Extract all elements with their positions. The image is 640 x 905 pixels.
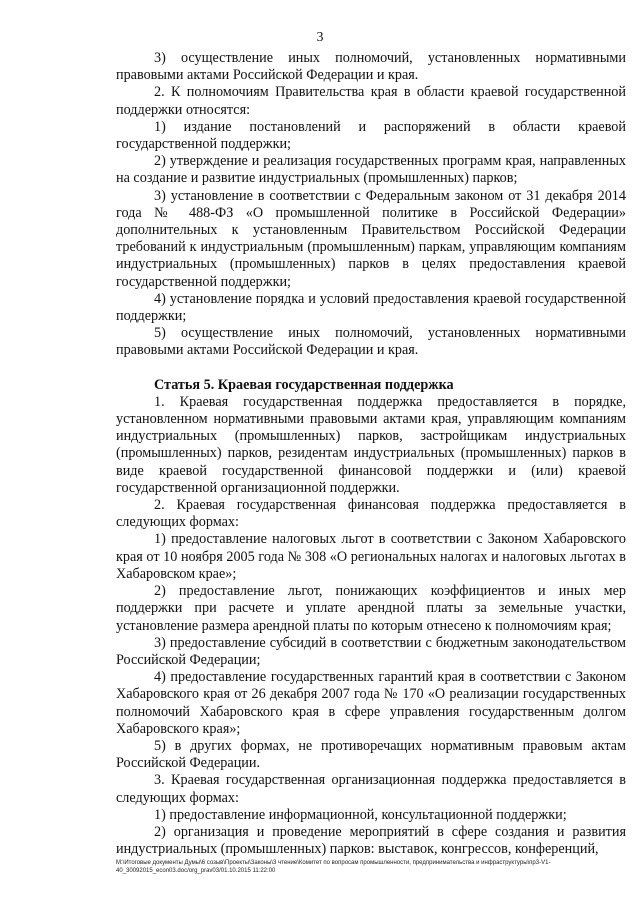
document-body — [116, 50, 626, 858]
paragraph: 1. Краевая государственная поддержка предоставляется в порядке, установленном нормативными правовыми актами края, управляющим компаниям индустриальных (промышленных) парков, застройщикам индустриальных (промышленных) парков, резидентам индустриальных (промышленных) парков в виде краевой государственной финансовой поддержки и (или) краевой государственной организационной поддержки. — [116, 393, 626, 496]
paragraph: 2) утверждение и реализация государственных программ края, направленных на создание и развитие индустриальных (промышленных) парков; — [116, 153, 626, 187]
paragraph: 1) предоставление налоговых льгот в соответствии с Законом Хабаровского края от 10 ноября 2005 года № 308 «О региональных налогах и налоговых льготах в Хабаровском крае»; — [116, 531, 626, 582]
paragraph: 3. Краевая государственная организационная поддержка предоставляется в следующих формах: — [116, 772, 626, 806]
paragraph: 2. Краевая государственная финансовая поддержка предоставляется в следующих формах: — [116, 497, 626, 531]
paragraph: 3) установление в соответствии с Федеральным законом от 31 декабря 2014 года № 488-ФЗ «О промышленной политике в Российской Федерации» дополнительных к установленным Правительством Российской Федерации требований к индустриальным (промышленным) паркам, управляющим компаниям индустриальных (промышленных) парков в целях предоставления краевой государственной поддержки; — [116, 187, 626, 290]
paragraph: 1) предоставление информационной, консультационной поддержки; — [154, 806, 567, 823]
paragraph: 2) предоставление льгот, понижающих коэффициентов и иных мер поддержки при расчете и уплате арендной платы за земельные участки, установление размера арендной платы по которым отнесено к полномочиям края; — [116, 583, 626, 634]
page-number: 3 — [316, 30, 324, 45]
paragraph: 2. К полномочиям Правительства края в области краевой государственной поддержки относятся: — [116, 84, 626, 118]
paragraph: 4) установление порядка и условий предоставления краевой государственной поддержки; — [116, 290, 626, 325]
file-path-footer: M:\Итоговые документы Думы\6 созыв\Проекты\Законы\3 чтение\Комитет по вопросам промышленности, предпринимательства и инфраструктуры\пр3-V1-40_30092015_econ03.doc/org_prav03/01.10.2015 11:22:00 — [116, 860, 551, 874]
paragraph: 5) в других формах, не противоречащих нормативным правовым актам Российской Федерации. — [116, 737, 626, 772]
paragraph: 3) предоставление субсидий в соответствии с бюджетным законодательством Российской Федерации; — [116, 634, 626, 668]
paragraph: 2) организация и проведение мероприятий в сфере создания и развития индустриальных (промышленных) парков: выставок, конгрессов, конференций, — [116, 823, 626, 858]
article-heading: Статья 5. Краевая государственная поддержка — [154, 376, 454, 393]
paragraph: 3) осуществление иных полномочий, установленных нормативными правовыми актами Российской Федерации и края. — [116, 50, 626, 84]
paragraph: 5) осуществление иных полномочий, установленных нормативными правовыми актами Российской Федерации и края. — [116, 325, 626, 359]
paragraph: 1) издание постановлений и распоряжений в области краевой государственной поддержки; — [116, 118, 626, 153]
paragraph: 4) предоставление государственных гарантий края в соответствии с Законом Хабаровского края от 26 декабря 2007 года № 170 «О реализации государственных полномочий Хабаровского края в сфере управления государственным долгом Хабаровского края»; — [116, 669, 626, 737]
